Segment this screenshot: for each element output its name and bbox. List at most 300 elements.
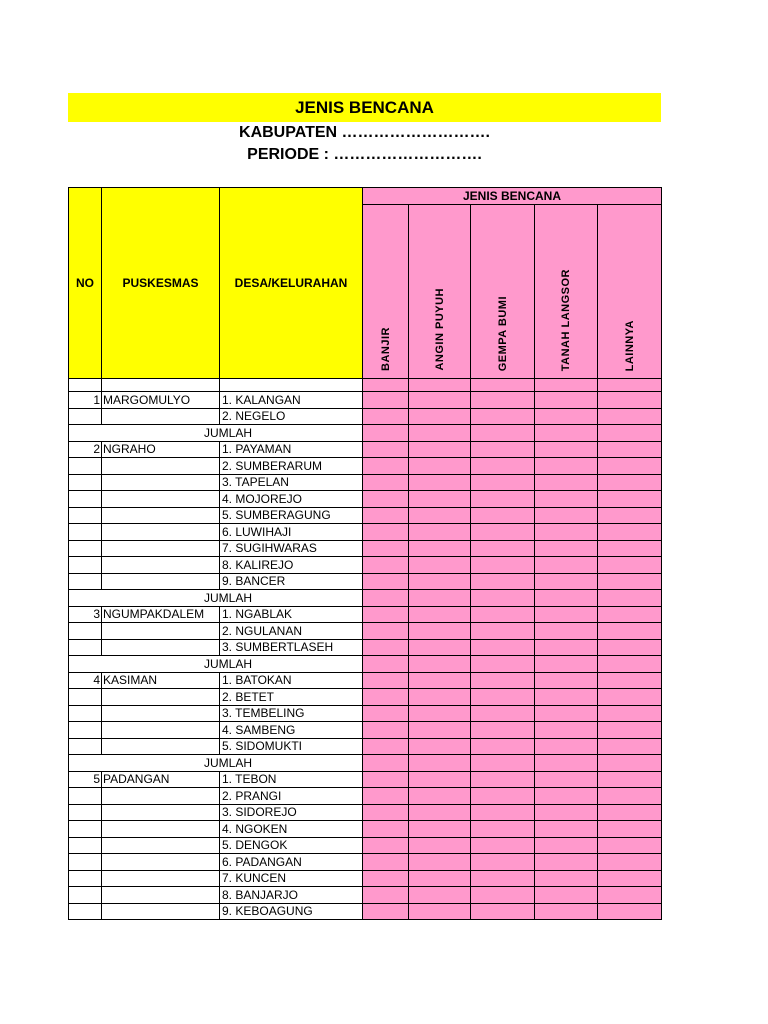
entry-cell[interactable] — [409, 689, 471, 706]
row-number: 4 — [69, 672, 102, 689]
entry-cell[interactable] — [471, 491, 535, 508]
entry-cell[interactable] — [363, 705, 409, 722]
desa-name: 4. MOJOREJO — [220, 491, 363, 508]
entry-cell[interactable] — [471, 392, 535, 409]
header-puskesmas: PUSKESMAS — [102, 188, 220, 379]
entry-cell[interactable] — [598, 755, 662, 772]
entry-cell[interactable] — [363, 524, 409, 541]
entry-cell[interactable] — [598, 557, 662, 574]
disaster-table — [68, 187, 662, 920]
puskesmas-name: NGRAHO — [102, 441, 220, 458]
entry-cell[interactable] — [471, 379, 535, 392]
table-row — [69, 573, 662, 590]
entry-cell[interactable] — [363, 738, 409, 755]
entry-cell[interactable] — [535, 656, 598, 673]
entry-cell[interactable] — [598, 623, 662, 640]
entry-cell[interactable] — [363, 392, 409, 409]
header-tanah-langsor: TANAH LANGSOR — [535, 205, 598, 379]
entry-cell[interactable] — [535, 425, 598, 442]
entry-cell[interactable] — [598, 458, 662, 475]
entry-cell[interactable] — [471, 639, 535, 656]
entry-cell[interactable] — [535, 639, 598, 656]
entry-cell[interactable] — [409, 507, 471, 524]
empty-cell — [102, 524, 220, 541]
desa-name: 2. BETET — [220, 689, 363, 706]
empty-cell — [69, 524, 102, 541]
desa-name: 1. NGABLAK — [220, 606, 363, 623]
entry-cell[interactable] — [535, 788, 598, 805]
table-row — [69, 458, 662, 475]
entry-cell[interactable] — [598, 639, 662, 656]
desa-name: 8. KALIREJO — [220, 557, 363, 574]
table-row — [69, 870, 662, 887]
desa-name: 2. SUMBERARUM — [220, 458, 363, 475]
empty-cell — [69, 557, 102, 574]
empty-cell — [102, 722, 220, 739]
entry-cell[interactable] — [409, 672, 471, 689]
entry-cell[interactable] — [363, 854, 409, 871]
entry-cell[interactable] — [598, 392, 662, 409]
entry-cell[interactable] — [409, 441, 471, 458]
entry-cell[interactable] — [471, 788, 535, 805]
entry-cell[interactable] — [409, 408, 471, 425]
row-number: 2 — [69, 441, 102, 458]
desa-name: 2. PRANGI — [220, 788, 363, 805]
kabupaten-line: KABUPATEN ………………………. — [239, 124, 490, 141]
desa-name: 1. KALANGAN — [220, 392, 363, 409]
header-desa: DESA/KELURAHAN — [220, 188, 363, 379]
table-row — [69, 722, 662, 739]
entry-cell[interactable] — [409, 392, 471, 409]
entry-cell[interactable] — [409, 821, 471, 838]
entry-cell[interactable] — [363, 425, 409, 442]
entry-cell[interactable] — [598, 722, 662, 739]
entry-cell[interactable] — [409, 854, 471, 871]
jumlah-label: JUMLAH — [69, 590, 363, 607]
entry-cell[interactable] — [363, 379, 409, 392]
entry-cell[interactable] — [409, 606, 471, 623]
desa-name: 7. KUNCEN — [220, 870, 363, 887]
table-row — [69, 474, 662, 491]
entry-cell[interactable] — [409, 379, 471, 392]
table-row — [69, 623, 662, 640]
empty-cell — [69, 623, 102, 640]
entry-cell[interactable] — [598, 379, 662, 392]
entry-cell[interactable] — [598, 887, 662, 904]
empty-cell — [102, 507, 220, 524]
table-row — [69, 821, 662, 838]
table-row — [69, 441, 662, 458]
empty-cell — [69, 788, 102, 805]
desa-name: 1. TEBON — [220, 771, 363, 788]
header-gempa-bumi: GEMPA BUMI — [471, 205, 535, 379]
entry-cell[interactable] — [535, 606, 598, 623]
entry-cell[interactable] — [598, 821, 662, 838]
entry-cell[interactable] — [471, 738, 535, 755]
entry-cell[interactable] — [471, 689, 535, 706]
entry-cell[interactable] — [363, 771, 409, 788]
entry-cell[interactable] — [535, 854, 598, 871]
empty-cell — [102, 573, 220, 590]
entry-cell[interactable] — [598, 524, 662, 541]
entry-cell[interactable] — [363, 788, 409, 805]
empty-cell — [102, 788, 220, 805]
header-angin-puyuh: ANGIN PUYUH — [409, 205, 471, 379]
entry-cell[interactable] — [471, 804, 535, 821]
entry-cell[interactable] — [363, 639, 409, 656]
entry-cell[interactable] — [363, 656, 409, 673]
entry-cell[interactable] — [535, 722, 598, 739]
entry-cell[interactable] — [471, 425, 535, 442]
entry-cell[interactable] — [409, 887, 471, 904]
entry-cell[interactable] — [363, 887, 409, 904]
table-row — [69, 788, 662, 805]
entry-cell[interactable] — [471, 672, 535, 689]
jumlah-label: JUMLAH — [69, 656, 363, 673]
desa-name: 2. NEGELO — [220, 408, 363, 425]
entry-cell[interactable] — [535, 557, 598, 574]
entry-cell[interactable] — [363, 606, 409, 623]
entry-cell[interactable] — [598, 408, 662, 425]
entry-cell[interactable] — [598, 425, 662, 442]
empty-cell — [102, 474, 220, 491]
entry-cell[interactable] — [409, 573, 471, 590]
spacer-row — [69, 379, 662, 392]
entry-cell[interactable] — [535, 623, 598, 640]
entry-cell[interactable] — [471, 821, 535, 838]
entry-cell[interactable] — [598, 656, 662, 673]
empty-cell — [69, 689, 102, 706]
entry-cell[interactable] — [471, 705, 535, 722]
entry-cell[interactable] — [409, 425, 471, 442]
entry-cell[interactable] — [363, 689, 409, 706]
entry-cell[interactable] — [598, 903, 662, 920]
entry-cell[interactable] — [471, 656, 535, 673]
entry-cell[interactable] — [598, 573, 662, 590]
entry-cell[interactable] — [409, 755, 471, 772]
empty-cell — [102, 623, 220, 640]
entry-cell[interactable] — [471, 524, 535, 541]
table-row — [69, 837, 662, 854]
desa-name: 8. BANJARJO — [220, 887, 363, 904]
empty-cell — [102, 540, 220, 557]
entry-cell[interactable] — [363, 755, 409, 772]
entry-cell[interactable] — [409, 639, 471, 656]
jumlah-row — [69, 755, 662, 772]
empty-cell — [102, 557, 220, 574]
entry-cell[interactable] — [363, 557, 409, 574]
empty-cell — [102, 738, 220, 755]
empty-cell — [102, 870, 220, 887]
entry-cell[interactable] — [363, 474, 409, 491]
entry-cell[interactable] — [409, 804, 471, 821]
entry-cell[interactable] — [471, 771, 535, 788]
entry-cell[interactable] — [363, 804, 409, 821]
entry-cell[interactable] — [598, 771, 662, 788]
entry-cell[interactable] — [471, 540, 535, 557]
desa-name: 6. PADANGAN — [220, 854, 363, 871]
empty-cell — [69, 903, 102, 920]
empty-cell — [102, 854, 220, 871]
header-jenis-bencana: JENIS BENCANA — [363, 188, 662, 205]
entry-cell[interactable] — [598, 590, 662, 607]
entry-cell[interactable] — [598, 854, 662, 871]
empty-cell — [102, 639, 220, 656]
row-number: 5 — [69, 771, 102, 788]
entry-cell[interactable] — [471, 441, 535, 458]
table-row — [69, 408, 662, 425]
jumlah-row — [69, 425, 662, 442]
entry-cell[interactable] — [535, 771, 598, 788]
desa-name: 3. TEMBELING — [220, 705, 363, 722]
row-number: 3 — [69, 606, 102, 623]
entry-cell[interactable] — [409, 705, 471, 722]
table-row — [69, 705, 662, 722]
entry-cell[interactable] — [598, 507, 662, 524]
entry-cell[interactable] — [471, 573, 535, 590]
desa-name: 5. SUMBERAGUNG — [220, 507, 363, 524]
desa-name: 3. TAPELAN — [220, 474, 363, 491]
entry-cell[interactable] — [535, 689, 598, 706]
empty-cell — [102, 887, 220, 904]
desa-name: 4. SAMBENG — [220, 722, 363, 739]
table-row — [69, 392, 662, 409]
entry-cell[interactable] — [363, 540, 409, 557]
entry-cell[interactable] — [535, 540, 598, 557]
table-row — [69, 540, 662, 557]
entry-cell[interactable] — [409, 837, 471, 854]
entry-cell[interactable] — [598, 804, 662, 821]
desa-name: 3. SIDOREJO — [220, 804, 363, 821]
entry-cell[interactable] — [535, 441, 598, 458]
entry-cell[interactable] — [409, 474, 471, 491]
entry-cell[interactable] — [363, 408, 409, 425]
empty-cell — [69, 738, 102, 755]
entry-cell[interactable] — [409, 656, 471, 673]
table-row — [69, 771, 662, 788]
entry-cell[interactable] — [363, 507, 409, 524]
table-row — [69, 689, 662, 706]
empty-cell — [69, 507, 102, 524]
entry-cell[interactable] — [535, 408, 598, 425]
table-row — [69, 854, 662, 871]
entry-cell[interactable] — [471, 887, 535, 904]
entry-cell[interactable] — [535, 738, 598, 755]
entry-cell[interactable] — [535, 755, 598, 772]
entry-cell[interactable] — [363, 870, 409, 887]
table-row — [69, 606, 662, 623]
empty-cell — [69, 870, 102, 887]
entry-cell[interactable] — [598, 540, 662, 557]
entry-cell[interactable] — [471, 755, 535, 772]
header-no: NO — [69, 188, 102, 379]
empty-cell — [69, 573, 102, 590]
empty-cell — [102, 903, 220, 920]
entry-cell[interactable] — [535, 672, 598, 689]
entry-cell[interactable] — [471, 590, 535, 607]
jumlah-label: JUMLAH — [69, 425, 363, 442]
entry-cell[interactable] — [409, 771, 471, 788]
table-row — [69, 507, 662, 524]
entry-cell[interactable] — [598, 705, 662, 722]
entry-cell[interactable] — [409, 491, 471, 508]
entry-cell[interactable] — [409, 623, 471, 640]
empty-cell — [69, 379, 102, 392]
entry-cell[interactable] — [471, 870, 535, 887]
jumlah-row — [69, 590, 662, 607]
entry-cell[interactable] — [363, 903, 409, 920]
entry-cell[interactable] — [598, 606, 662, 623]
entry-cell[interactable] — [535, 590, 598, 607]
entry-cell[interactable] — [471, 606, 535, 623]
entry-cell[interactable] — [471, 408, 535, 425]
entry-cell[interactable] — [409, 738, 471, 755]
empty-cell — [102, 705, 220, 722]
entry-cell[interactable] — [471, 507, 535, 524]
empty-cell — [102, 689, 220, 706]
desa-name: 9. KEBOAGUNG — [220, 903, 363, 920]
entry-cell[interactable] — [535, 821, 598, 838]
entry-cell[interactable] — [363, 623, 409, 640]
empty-cell — [102, 491, 220, 508]
table-row — [69, 804, 662, 821]
document-title: JENIS BENCANA — [68, 93, 661, 122]
entry-cell[interactable] — [535, 887, 598, 904]
entry-cell[interactable] — [598, 788, 662, 805]
entry-cell[interactable] — [363, 441, 409, 458]
table-row — [69, 738, 662, 755]
empty-cell — [69, 854, 102, 871]
desa-name: 7. SUGIHWARAS — [220, 540, 363, 557]
entry-cell[interactable] — [471, 903, 535, 920]
entry-cell[interactable] — [471, 722, 535, 739]
entry-cell[interactable] — [409, 903, 471, 920]
empty-cell — [102, 804, 220, 821]
entry-cell[interactable] — [471, 623, 535, 640]
entry-cell[interactable] — [598, 837, 662, 854]
entry-cell[interactable] — [535, 837, 598, 854]
jumlah-row — [69, 656, 662, 673]
entry-cell[interactable] — [535, 392, 598, 409]
desa-name: 5. DENGOK — [220, 837, 363, 854]
desa-name: 4. NGOKEN — [220, 821, 363, 838]
table-row — [69, 639, 662, 656]
empty-cell — [69, 458, 102, 475]
empty-cell — [220, 379, 363, 392]
desa-name: 9. BANCER — [220, 573, 363, 590]
empty-cell — [69, 705, 102, 722]
empty-cell — [69, 491, 102, 508]
entry-cell[interactable] — [363, 573, 409, 590]
entry-cell[interactable] — [535, 870, 598, 887]
empty-cell — [69, 722, 102, 739]
empty-cell — [69, 474, 102, 491]
empty-cell — [69, 837, 102, 854]
empty-cell — [69, 408, 102, 425]
empty-cell — [69, 540, 102, 557]
entry-cell[interactable] — [598, 474, 662, 491]
entry-cell[interactable] — [471, 837, 535, 854]
empty-cell — [102, 408, 220, 425]
entry-cell[interactable] — [535, 903, 598, 920]
entry-cell[interactable] — [363, 837, 409, 854]
periode-line: PERIODE : ………………………. — [247, 146, 482, 163]
entry-cell[interactable] — [598, 441, 662, 458]
entry-cell[interactable] — [363, 722, 409, 739]
entry-cell[interactable] — [535, 573, 598, 590]
row-number: 1 — [69, 392, 102, 409]
entry-cell[interactable] — [409, 458, 471, 475]
empty-cell — [102, 837, 220, 854]
entry-cell[interactable] — [598, 672, 662, 689]
jumlah-label: JUMLAH — [69, 755, 363, 772]
desa-name: 1. PAYAMAN — [220, 441, 363, 458]
puskesmas-name: KASIMAN — [102, 672, 220, 689]
entry-cell[interactable] — [363, 821, 409, 838]
empty-cell — [102, 379, 220, 392]
entry-cell[interactable] — [363, 590, 409, 607]
entry-cell[interactable] — [535, 705, 598, 722]
desa-name: 1. BATOKAN — [220, 672, 363, 689]
entry-cell[interactable] — [409, 590, 471, 607]
table-row — [69, 524, 662, 541]
empty-cell — [69, 804, 102, 821]
desa-name: 3. SUMBERTLASEH — [220, 639, 363, 656]
entry-cell[interactable] — [535, 458, 598, 475]
entry-cell[interactable] — [598, 491, 662, 508]
desa-name: 5. SIDOMUKTI — [220, 738, 363, 755]
table-row — [69, 887, 662, 904]
table-row — [69, 903, 662, 920]
entry-cell[interactable] — [471, 854, 535, 871]
entry-cell[interactable] — [409, 870, 471, 887]
puskesmas-name: PADANGAN — [102, 771, 220, 788]
table-row — [69, 491, 662, 508]
entry-cell[interactable] — [535, 524, 598, 541]
entry-cell[interactable] — [409, 524, 471, 541]
entry-cell[interactable] — [409, 540, 471, 557]
entry-cell[interactable] — [535, 804, 598, 821]
empty-cell — [69, 821, 102, 838]
entry-cell[interactable] — [598, 689, 662, 706]
entry-cell[interactable] — [598, 870, 662, 887]
header-banjir: BANJIR — [363, 205, 409, 379]
desa-name: 2. NGULANAN — [220, 623, 363, 640]
entry-cell[interactable] — [471, 474, 535, 491]
entry-cell[interactable] — [535, 474, 598, 491]
puskesmas-name: MARGOMULYO — [102, 392, 220, 409]
table-row — [69, 557, 662, 574]
entry-cell[interactable] — [409, 557, 471, 574]
entry-cell[interactable] — [363, 491, 409, 508]
entry-cell[interactable] — [409, 722, 471, 739]
entry-cell[interactable] — [535, 379, 598, 392]
empty-cell — [69, 887, 102, 904]
entry-cell[interactable] — [471, 557, 535, 574]
empty-cell — [102, 458, 220, 475]
entry-cell[interactable] — [535, 491, 598, 508]
empty-cell — [102, 821, 220, 838]
table-row — [69, 672, 662, 689]
entry-cell[interactable] — [409, 788, 471, 805]
entry-cell[interactable] — [363, 458, 409, 475]
entry-cell[interactable] — [535, 507, 598, 524]
header-lainnya: LAINNYA — [598, 205, 662, 379]
entry-cell[interactable] — [363, 672, 409, 689]
entry-cell[interactable] — [471, 458, 535, 475]
empty-cell — [69, 639, 102, 656]
entry-cell[interactable] — [598, 738, 662, 755]
